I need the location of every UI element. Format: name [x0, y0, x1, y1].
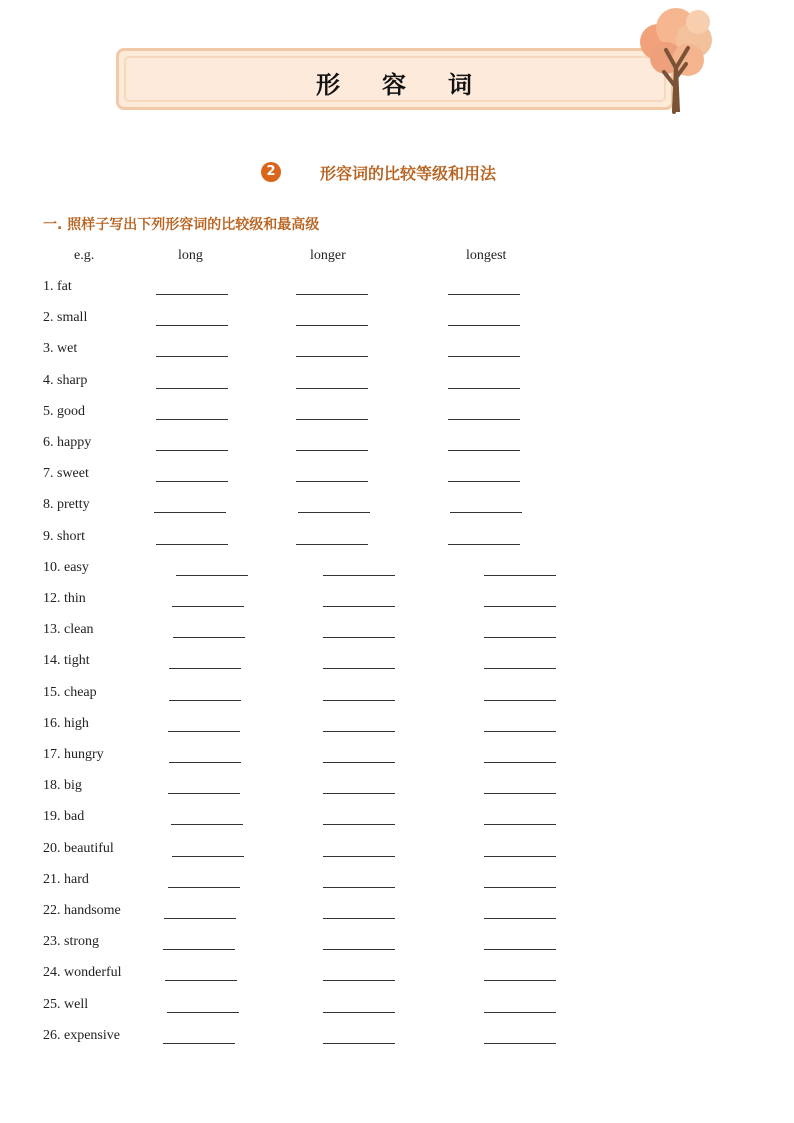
superlative-blank[interactable]	[484, 668, 556, 669]
section-heading	[0, 160, 794, 184]
base-blank[interactable]	[168, 731, 240, 732]
item-label: 6. happy	[43, 435, 92, 450]
base-blank[interactable]	[163, 1043, 235, 1044]
item-label: 20. beautiful	[43, 840, 114, 856]
superlative-blank[interactable]	[450, 512, 522, 513]
tree-icon	[636, 6, 716, 114]
item-label: 16. high	[43, 715, 89, 731]
item-label: 17. hungry	[43, 747, 104, 762]
comparative-blank[interactable]	[323, 856, 395, 857]
comparative-blank[interactable]	[323, 980, 395, 981]
superlative-blank[interactable]	[484, 575, 556, 576]
list-item	[0, 903, 794, 934]
item-label: 3. wet	[43, 341, 78, 357]
comparative-blank[interactable]	[323, 606, 395, 607]
comparative-blank[interactable]	[323, 668, 395, 669]
page-title	[119, 65, 671, 100]
base-blank[interactable]	[165, 980, 237, 981]
superlative-blank[interactable]	[484, 1043, 556, 1044]
item-label: 4. sharp	[43, 372, 88, 388]
list-item	[0, 341, 794, 372]
base-blank[interactable]	[156, 388, 228, 389]
superlative-blank[interactable]	[448, 325, 520, 326]
superlative-blank[interactable]	[484, 1012, 556, 1013]
comparative-blank[interactable]	[296, 294, 368, 295]
list-item	[0, 310, 794, 341]
base-blank[interactable]	[156, 294, 228, 295]
comparative-blank[interactable]	[296, 325, 368, 326]
list-item	[0, 1028, 794, 1059]
base-blank[interactable]	[172, 606, 244, 607]
superlative-blank[interactable]	[448, 388, 520, 389]
superlative-blank[interactable]	[484, 731, 556, 732]
superlative-blank[interactable]	[484, 887, 556, 888]
comparative-blank[interactable]	[323, 887, 395, 888]
item-label: 24. wonderful	[43, 965, 122, 981]
base-blank[interactable]	[164, 918, 236, 919]
superlative-blank[interactable]	[484, 606, 556, 607]
section-title: 形容词的比较等级和用法	[320, 164, 497, 183]
list-item	[0, 809, 794, 840]
list-item	[0, 435, 794, 466]
item-label: 7. sweet	[43, 466, 89, 482]
superlative-blank[interactable]	[448, 544, 520, 545]
superlative-blank[interactable]	[448, 481, 520, 482]
superlative-blank[interactable]	[484, 980, 556, 981]
base-blank[interactable]	[168, 887, 240, 888]
superlative-blank[interactable]	[484, 637, 556, 638]
item-label: 21. hard	[43, 871, 89, 887]
base-blank[interactable]	[167, 1012, 239, 1013]
example-comparative: longer	[310, 248, 346, 263]
comparative-blank[interactable]	[296, 388, 368, 389]
comparative-blank[interactable]	[323, 762, 395, 763]
base-blank[interactable]	[156, 450, 228, 451]
title-banner	[116, 48, 674, 110]
comparative-blank[interactable]	[323, 700, 395, 701]
comparative-blank[interactable]	[323, 824, 395, 825]
list-item	[0, 279, 794, 310]
superlative-blank[interactable]	[448, 419, 520, 420]
list-item	[0, 872, 794, 903]
comparative-blank[interactable]	[323, 1043, 395, 1044]
comparative-blank[interactable]	[298, 512, 370, 513]
list-item	[0, 997, 794, 1028]
item-label: 9. short	[43, 528, 85, 544]
example-superlative: longest	[466, 248, 507, 263]
base-blank[interactable]	[169, 762, 241, 763]
comparative-blank[interactable]	[323, 637, 395, 638]
list-item	[0, 404, 794, 435]
item-label: 8. pretty	[43, 497, 90, 513]
superlative-blank[interactable]	[448, 294, 520, 295]
comparative-blank[interactable]	[296, 419, 368, 420]
list-item	[0, 529, 794, 560]
superlative-blank[interactable]	[448, 450, 520, 451]
list-item	[0, 497, 794, 528]
exercise-instruction: 一. 照样子写出下列形容词的比较级和最高级	[43, 217, 320, 233]
base-blank[interactable]	[168, 793, 240, 794]
list-item	[0, 747, 794, 778]
superlative-blank[interactable]	[484, 856, 556, 857]
list-item	[0, 653, 794, 684]
base-blank[interactable]	[169, 668, 241, 669]
comparative-blank[interactable]	[323, 575, 395, 576]
comparative-blank[interactable]	[296, 450, 368, 451]
base-blank[interactable]	[156, 356, 228, 357]
list-item	[0, 934, 794, 965]
item-label: 12. thin	[43, 591, 86, 606]
superlative-blank[interactable]	[484, 762, 556, 763]
section-number-badge: 2	[261, 162, 281, 182]
comparative-blank[interactable]	[296, 481, 368, 482]
item-label: 26. expensive	[43, 1027, 120, 1043]
superlative-blank[interactable]	[484, 949, 556, 950]
item-label: 18. big	[43, 778, 82, 794]
base-blank[interactable]	[176, 575, 248, 576]
item-label: 5. good	[43, 403, 85, 419]
comparative-blank[interactable]	[323, 1012, 395, 1013]
base-blank[interactable]	[163, 949, 235, 950]
superlative-blank[interactable]	[484, 793, 556, 794]
base-blank[interactable]	[154, 512, 226, 513]
comparative-blank[interactable]	[296, 356, 368, 357]
list-item	[0, 466, 794, 497]
title-char-2: 容	[382, 71, 408, 99]
item-label: 22. handsome	[43, 903, 121, 918]
base-blank[interactable]	[156, 544, 228, 545]
item-label: 25. well	[43, 996, 89, 1012]
list-item	[0, 373, 794, 404]
item-label: 14. tight	[43, 653, 90, 669]
title-char-1: 形	[316, 71, 342, 99]
comparative-blank[interactable]	[323, 793, 395, 794]
superlative-blank[interactable]	[448, 356, 520, 357]
list-item	[0, 591, 794, 622]
comparative-blank[interactable]	[296, 544, 368, 545]
base-blank[interactable]	[169, 700, 241, 701]
superlative-blank[interactable]	[484, 824, 556, 825]
comparative-blank[interactable]	[323, 731, 395, 732]
list-item	[0, 622, 794, 653]
item-label: 23. strong	[43, 934, 99, 950]
comparative-blank[interactable]	[323, 949, 395, 950]
comparative-blank[interactable]	[323, 918, 395, 919]
superlative-blank[interactable]	[484, 918, 556, 919]
superlative-blank[interactable]	[484, 700, 556, 701]
example-base: long	[178, 248, 203, 263]
list-item	[0, 965, 794, 996]
example-prefix: e.g.	[74, 248, 95, 263]
item-label: 13. clean	[43, 622, 94, 638]
list-item	[0, 685, 794, 716]
list-item	[0, 716, 794, 747]
title-char-3: 词	[448, 71, 474, 99]
base-blank[interactable]	[156, 419, 228, 420]
list-item	[0, 560, 794, 591]
base-blank[interactable]	[173, 637, 245, 638]
item-label: 1. fat	[43, 279, 72, 294]
base-blank[interactable]	[172, 856, 244, 857]
item-label: 19. bad	[43, 809, 85, 825]
base-blank[interactable]	[171, 824, 243, 825]
base-blank[interactable]	[156, 325, 228, 326]
base-blank[interactable]	[156, 481, 228, 482]
item-label: 15. cheap	[43, 684, 97, 700]
list-item	[0, 778, 794, 809]
item-label: 10. easy	[43, 559, 89, 575]
item-label: 2. small	[43, 310, 88, 326]
list-item	[0, 841, 794, 872]
